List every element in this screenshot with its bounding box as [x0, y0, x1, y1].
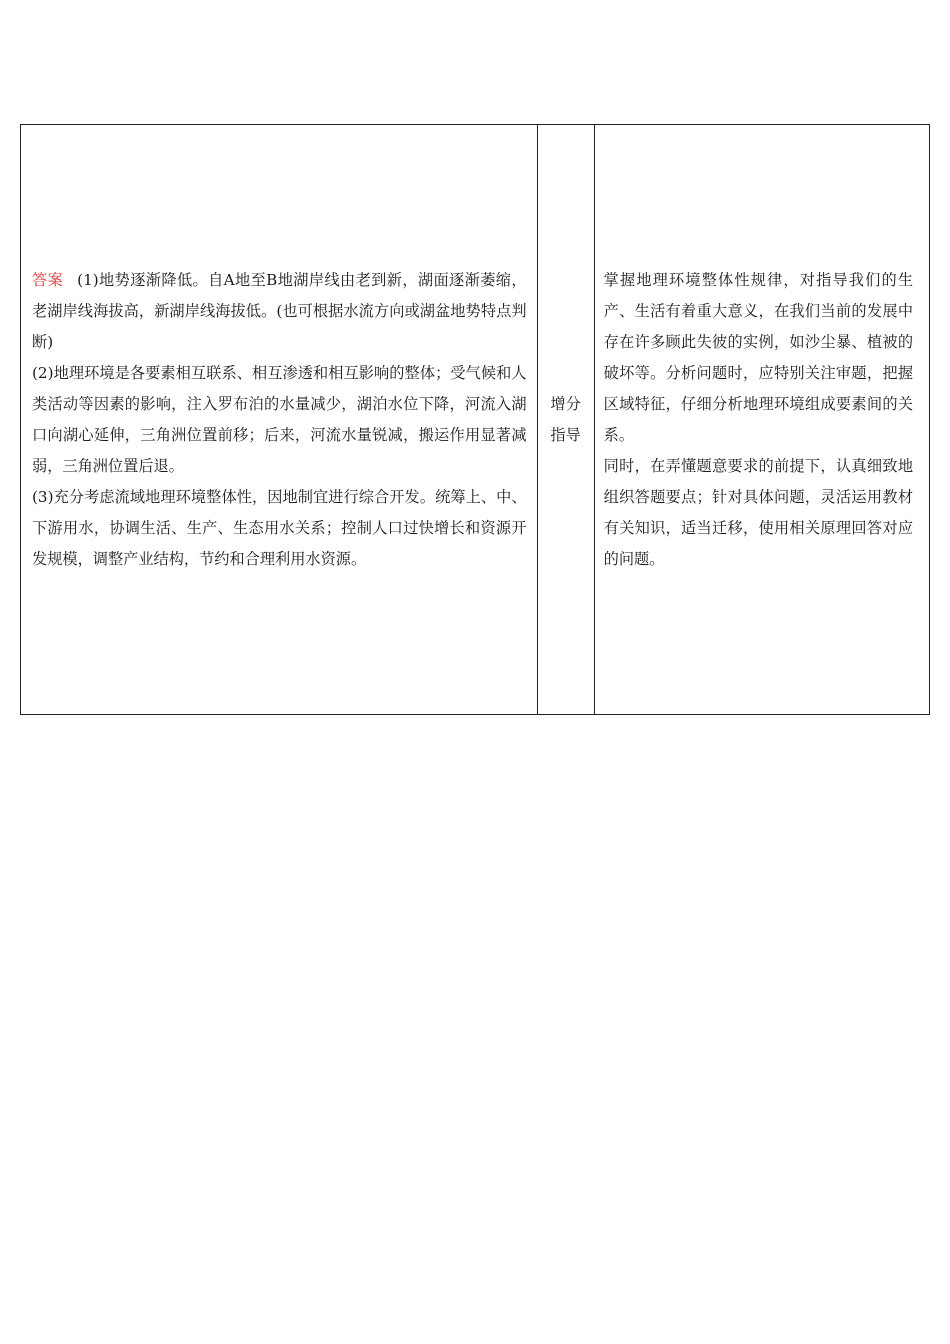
answer-paragraph-2: (2)地理环境是各要素相互联系、相互渗透和相互影响的整体；受气候和人类活动等因素的影响，注入罗布泊的水量减少，湖泊水位下降，河流入湖口向湖心延伸，三角洲位置前移；后来，河流水量锐减，搬运作用显著减弱，三角洲位置后退。: [32, 363, 527, 475]
guide-paragraph-1: 掌握地理环境整体性规律，对指导我们的生产、生活有着重大意义，在我们当前的发展中存在许多顾此失彼的实例，如沙尘暴、植被的破坏等。分析问题时，应特别关注审题，把握区域特征，仔细分析地理环境组成要素间的关系。: [603, 270, 913, 444]
guide-label-line-2: 指导: [550, 425, 581, 444]
guide-paragraph-2: 同时，在弄懂题意要求的前提下，认真细致地组织答题要点；针对具体问题，灵活运用教材有关知识，适当迁移，使用相关原理回答对应的问题。: [603, 456, 913, 568]
answer-text-1: (1)地势逐渐降低。自A地至B地湖岸线由老到新，湖面逐渐萎缩，老湖岸线海拔高，新湖岸线海拔低。(也可根据水流方向或湖盆地势特点判断): [32, 270, 527, 351]
answer-tag: 答案: [32, 270, 64, 289]
guide-label-line-1: 增分: [550, 394, 581, 413]
table-row: [21, 125, 930, 715]
guide-label-cell: [537, 125, 594, 715]
answer-cell: [21, 125, 538, 715]
answer-paragraph-3: (3)充分考虑流域地理环境整体性，因地制宜进行综合开发。统筹上、中、下游用水，协调生活、生产、生态用水关系；控制人口过快增长和资源开发规模，调整产业结构，节约和合理利用水资源。: [32, 487, 527, 568]
answer-paragraph-1: [32, 265, 527, 358]
guide-cell: [594, 125, 929, 715]
answer-guide-table: [20, 124, 930, 715]
